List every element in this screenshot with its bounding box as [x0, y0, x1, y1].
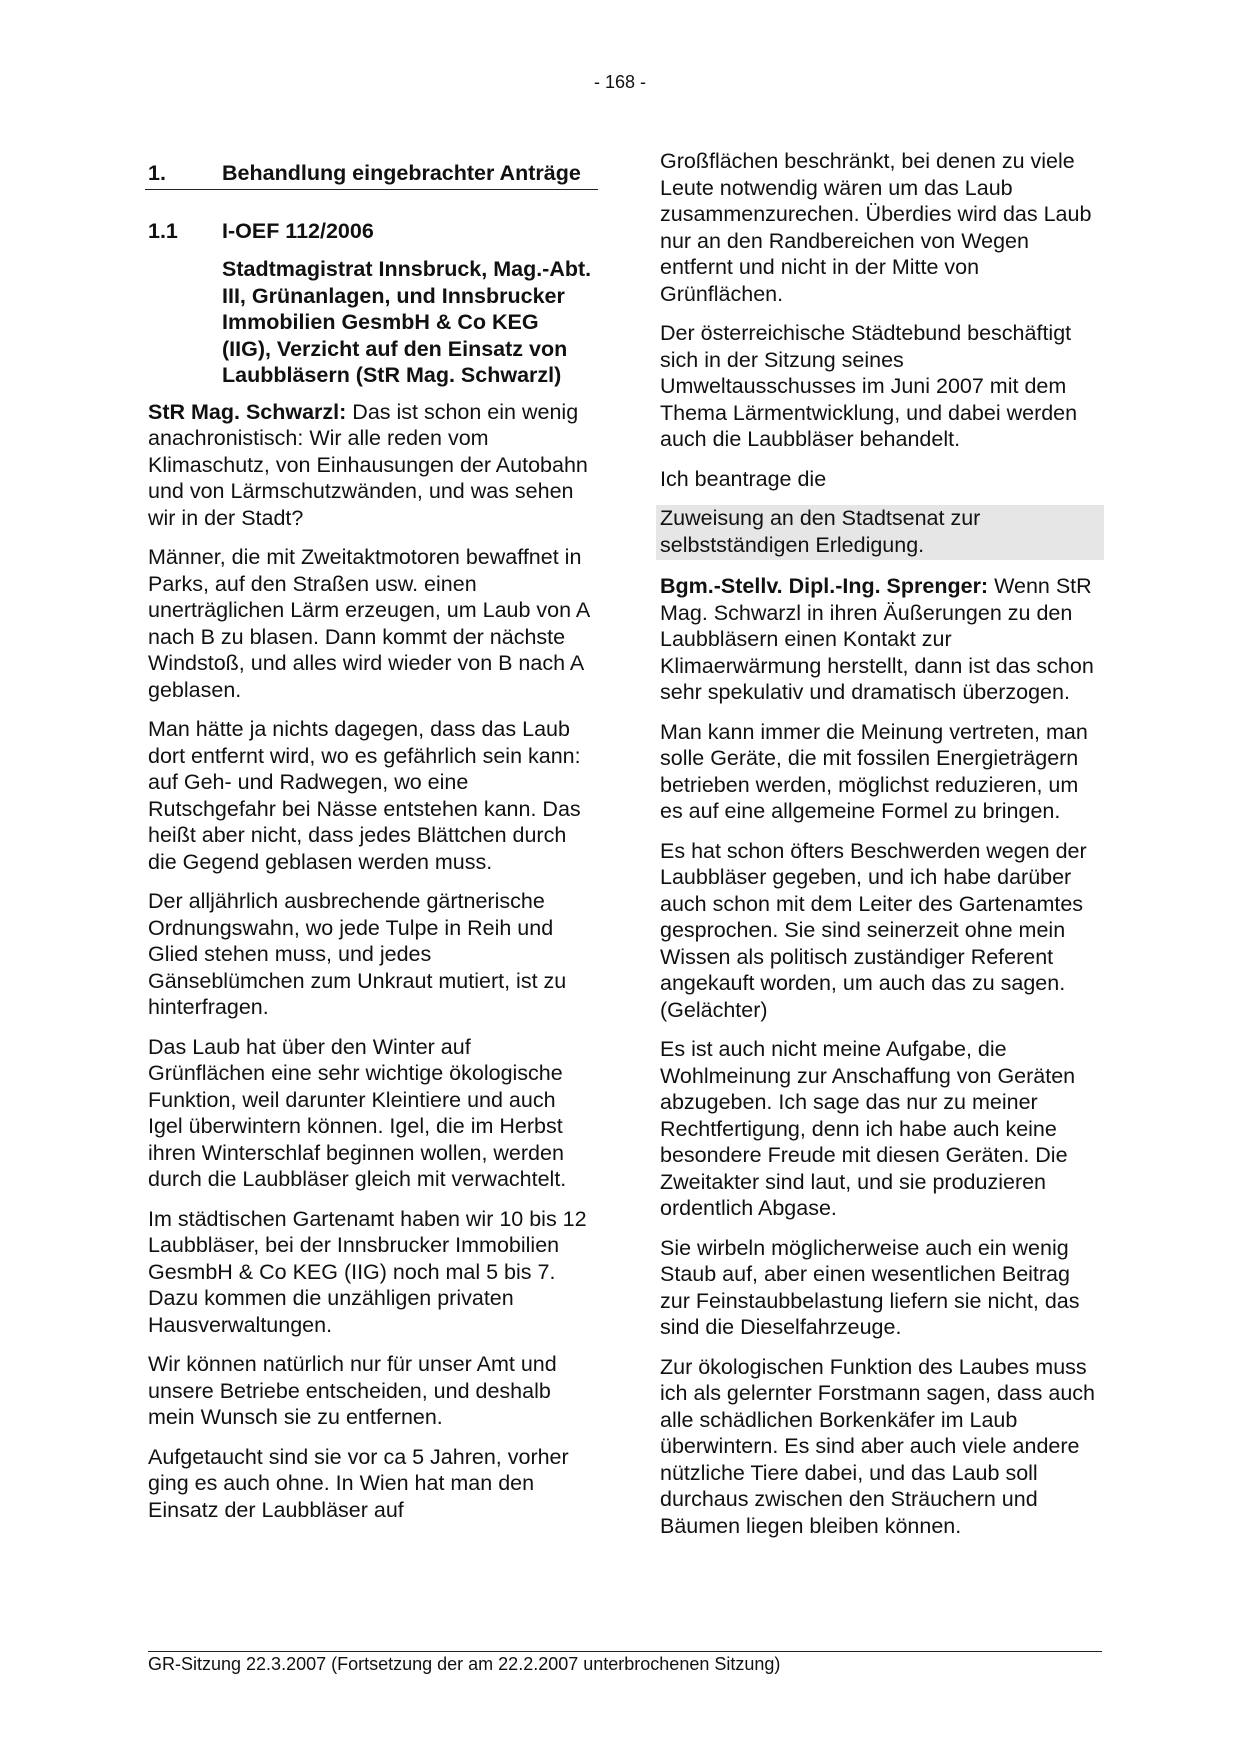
subsection-number: 1.1: [148, 218, 178, 243]
subsection-heading: [148, 218, 592, 245]
paragraph: Zur ökologischen Funktion des Laubes muss ich als gelernter Forstmann sagen, dass auch alle schädlichen Borkenkäfer im Laub überwintern. Es sind aber auch viele andere nützliche Tiere dabei, und das Laub soll durchaus zwischen den Sträuchern und Bäumen liegen bleiben können.: [660, 1354, 1096, 1538]
paragraph: [660, 573, 1100, 706]
section-title: Behandlung eingebrachter Anträge: [222, 161, 581, 185]
footer-rule: [148, 1651, 1102, 1652]
paragraph: Männer, die mit Zweitaktmotoren bewaffnet in Parks, auf den Straßen usw. einen unerträglichen Lärm erzeugen, um Laub von A nach B zu blasen. Dann kommt der nächste Windstoß, und alles wird wieder von B nach A geblasen.: [148, 545, 590, 702]
paragraph: Großflächen beschränkt, bei denen zu viele Leute notwendig wären um das Laub zusammenzurechen. Überdies wird das Laub nur an den Randbereichen von Wegen entfernt und nicht in der Mitte von Grünflächen.: [660, 149, 1092, 306]
paragraph-text: Wenn StR Mag. Schwarzl in ihren Äußerungen zu den Laubbläsern einen Kontakt zur Klimaerwärmung herstellt, dann ist das schon sehr spekulativ und dramatisch überzogen.: [660, 574, 1094, 704]
right-column: [660, 148, 1100, 1552]
paragraph: Es ist auch nicht meine Aufgabe, die Wohlmeinung zur Anschaffung von Geräten abzugeben. Ich sage das nur zu meiner Rechtfertigung, denn ich habe auch keine besondere Freude mit diesen Geräten. Die Zweitakter sind laut, und sie produzieren ordentlich Abgase.: [660, 1037, 1076, 1220]
heading-rule: [145, 189, 598, 190]
page-number: - 168 -: [593, 72, 647, 92]
paragraph: Wir können natürlich nur für unser Amt und unsere Betriebe entscheiden, und deshalb mein Wunsch sie zu entfernen.: [148, 1352, 557, 1429]
paragraph: Man kann immer die Meinung vertreten, man solle Geräte, die mit fossilen Energieträgern betrieben werden, möglichst reduzieren, um es auf eine allgemeine Formel zu bringen.: [660, 719, 1088, 823]
paragraph: Es hat schon öfters Beschwerden wegen der Laubbläser gegeben, und ich habe darüber auch schon mit dem Leiter des Gartenamtes gesprochen. Sie sind seinerzeit ohne mein Wissen als politisch zuständiger Referent angekauft worden, um auch das zu sagen. (Gelächter): [660, 838, 1087, 1022]
left-column: [148, 160, 592, 1536]
subsection-subtitle: Stadtmagistrat Innsbruck, Mag.-Abt. III, Grünanlagen, und Innsbrucker Immobilien GesmbH & Co KEG (IIG), Verzicht auf den Einsatz von Laubbläsern (StR Mag. Schwarzl): [222, 257, 592, 387]
paragraph: Aufgetaucht sind sie vor ca 5 Jahren, vorher ging es auch ohne. In Wien hat man den Einsatz der Laubbläser auf: [148, 1444, 569, 1522]
paragraph: Sie wirbeln möglicherweise auch ein wenig Staub auf, aber einen wesentlichen Beitrag zur Feinstaubbelastung liefern sie nicht, das sind die Dieselfahrzeuge.: [660, 1235, 1080, 1339]
paragraph: Man hätte ja nichts dagegen, dass das Laub dort entfernt wird, wo es gefährlich sein kann: auf Geh- und Radwegen, wo eine Rutschgefahr bei Nässe entstehen kann. Das heißt aber nicht, dass jedes Blättchen durch die Gegend geblasen werden muss.: [148, 717, 581, 874]
paragraph-text: Das ist schon ein wenig anachronistisch: Wir alle reden vom Klimaschutz, von Einhausungen der Autobahn und von Lärmschutzwänden, und was sehen wir in der Stadt?: [148, 399, 588, 530]
paragraph: Der österreichische Städtebund beschäftigt sich in der Sitzung seines Umweltausschusses im Juni 2007 mit dem Thema Lärmentwicklung, und dabei werden auch die Laubbläser behandelt.: [660, 321, 1078, 451]
paragraph: [148, 399, 592, 532]
section-number: 1.: [148, 161, 166, 185]
paragraph: Im städtischen Gartenamt haben wir 10 bis 12 Laubbläser, bei der Innsbrucker Immobilien GesmbH & Co KEG (IIG) noch mal 5 bis 7. Dazu kommen die unzähligen privaten Hausverwaltungen.: [148, 1206, 587, 1337]
paragraph: Der alljährlich ausbrechende gärtnerische Ordnungswahn, wo jede Tulpe in Reih und Glied stehen muss, und jedes Gänseblümchen zum Unkraut mutiert, ist zu hinterfragen.: [148, 889, 567, 1019]
paragraph: Ich beantrage die: [660, 466, 827, 491]
section-heading: [148, 160, 592, 189]
footer-text: GR-Sitzung 22.3.2007 (Fortsetzung der am 22.2.2007 unterbrochenen Sitzung): [148, 1654, 781, 1674]
speaker-name: Bgm.-Stellv. Dipl.-Ing. Sprenger:: [660, 574, 989, 598]
paragraph: Das Laub hat über den Winter auf Grünflächen eine sehr wichtige ökologische Funktion, weil darunter Kleintiere und auch Igel überwintern können. Igel, die im Herbst ihren Winterschlaf beginnen wollen, werden durch die Laubbläser gleich mit verwachtelt.: [148, 1034, 567, 1191]
motion-box: Zuweisung an den Stadtsenat zur selbstständigen Erledigung.: [656, 505, 1104, 560]
speaker-name: StR Mag. Schwarzl:: [148, 399, 347, 424]
subsection-title: I-OEF 112/2006: [222, 218, 374, 243]
